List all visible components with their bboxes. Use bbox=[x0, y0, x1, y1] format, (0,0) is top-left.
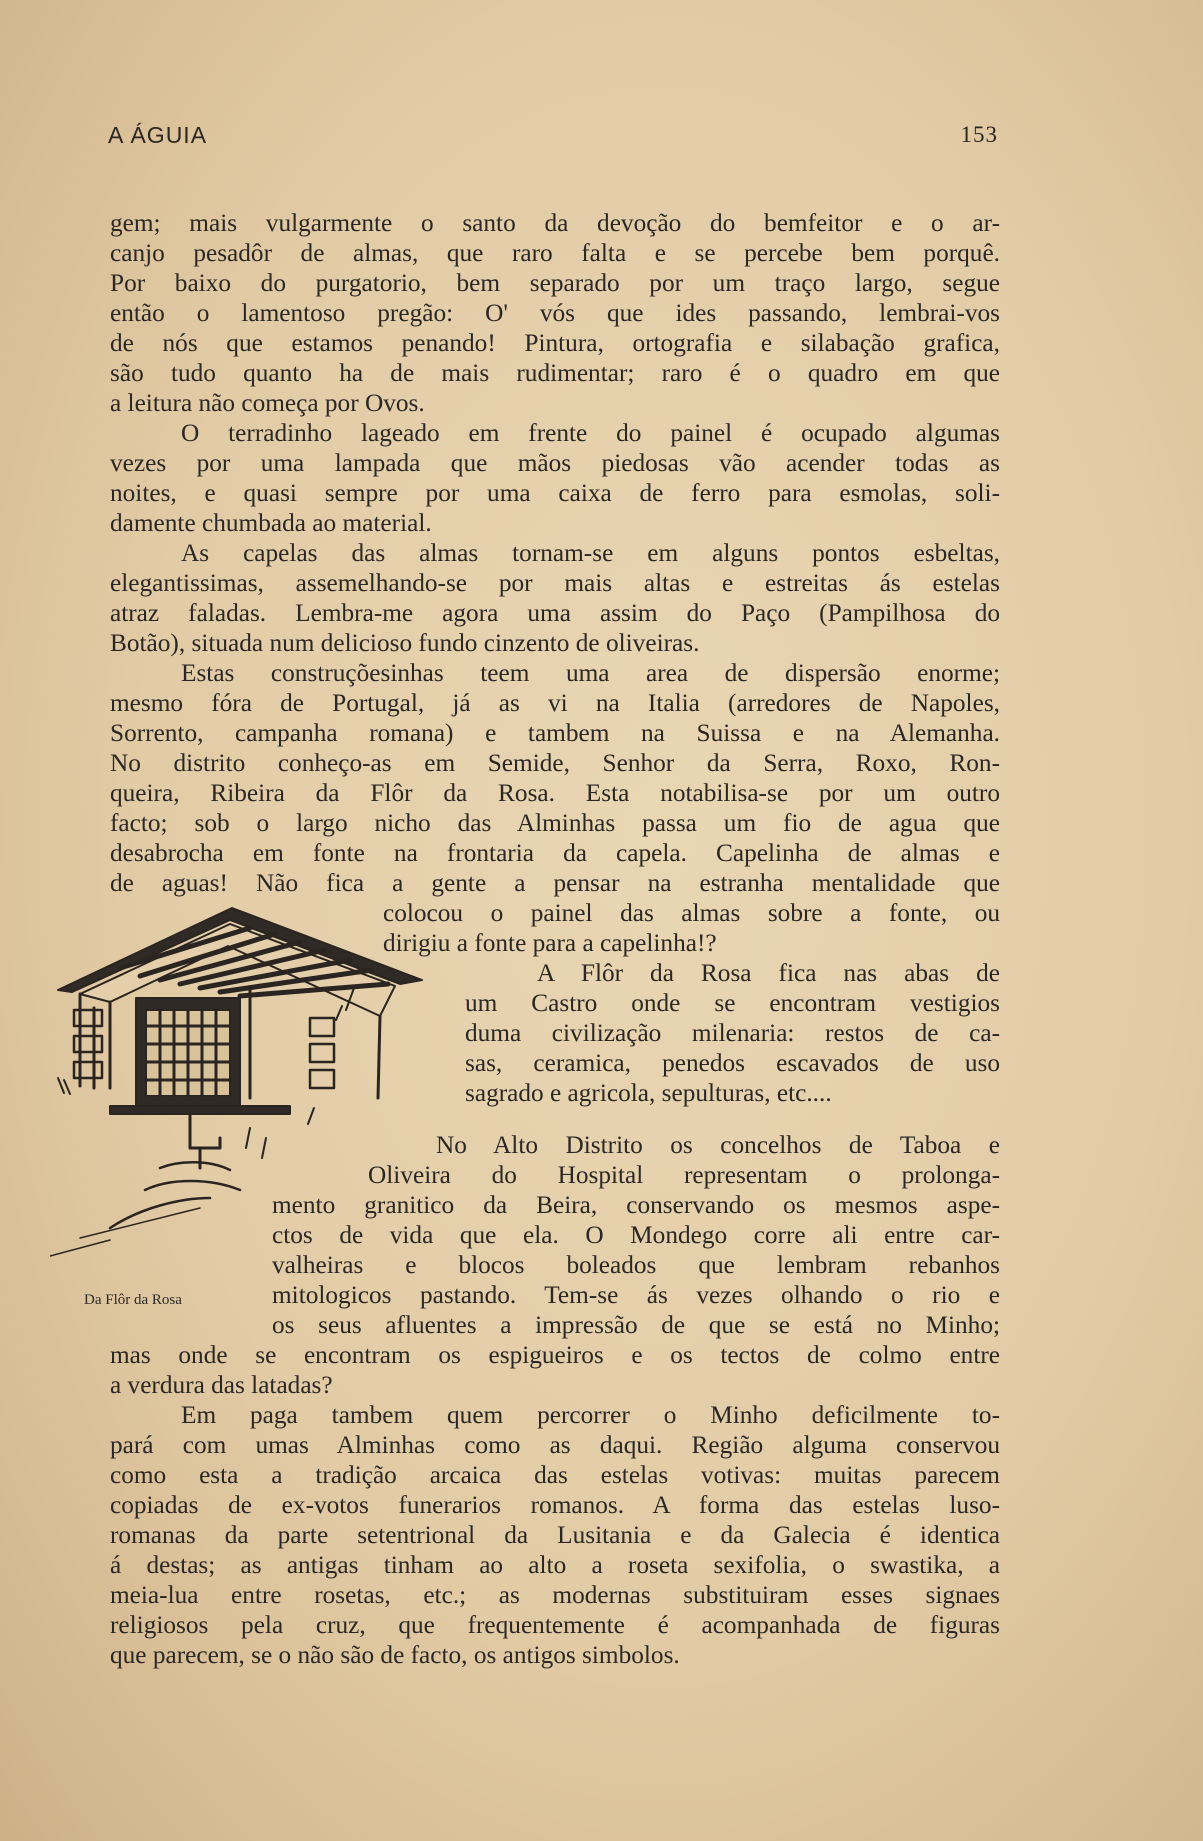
text-line: No distrito conheço-as em Semide, Senhor da Serra, Roxo, Ron- bbox=[110, 749, 1000, 777]
text-line: duma civilização milenaria: restos de ca- bbox=[465, 1019, 1000, 1047]
text-line: romanas da parte setentrional da Lusitania e da Galecia é identica bbox=[110, 1521, 1000, 1549]
text-line: atraz faladas. Lembra-me agora uma assim do Paço (Pampilhosa do bbox=[110, 599, 1000, 627]
text-line: á destas; as antigas tinham ao alto a roseta sexifolia, o swastika, a bbox=[110, 1551, 1000, 1579]
text-line: um Castro onde se encontram vestigios bbox=[465, 989, 1000, 1017]
text-line: colocou o painel das almas sobre a fonte, ou bbox=[383, 899, 1000, 927]
text-line: então o lamentoso pregão: O' vós que ides passando, lembrai-vos bbox=[110, 299, 1000, 327]
text-line: As capelas das almas tornam-se em alguns pontos esbeltas, bbox=[181, 539, 1000, 567]
page-number: 153 bbox=[960, 122, 998, 147]
text-line: de nós que estamos penando! Pintura, ortografia e silabação grafica, bbox=[110, 329, 1000, 357]
text-line: de aguas! Não fica a gente a pensar na estranha mentalidade que bbox=[110, 869, 1000, 897]
text-line: queira, Ribeira da Flôr da Rosa. Esta notabilisa-se por um outro bbox=[110, 779, 1000, 807]
text-line: dirigiu a fonte para a capelinha!? bbox=[383, 929, 717, 957]
text-line: como esta a tradição arcaica das estelas votivas: muitas parecem bbox=[110, 1461, 1000, 1489]
text-line: são tudo quanto ha de mais rudimentar; raro é o quadro em que bbox=[110, 359, 1000, 387]
chapel-illustration bbox=[50, 898, 450, 1278]
text-line: Em paga tambem quem percorrer o Minho deficilmente to- bbox=[181, 1401, 1000, 1429]
text-line: Oliveira do Hospital representam o prolonga- bbox=[368, 1161, 1000, 1189]
text-line: O terradinho lageado em frente do painel é ocupado algumas bbox=[181, 419, 1000, 447]
figure-caption: Da Flôr da Rosa bbox=[84, 1292, 182, 1308]
text-line: mesmo fóra de Portugal, já as vi na Italia (arredores de Napoles, bbox=[110, 689, 1000, 717]
text-line: Por baixo do purgatorio, bem separado por um traço largo, segue bbox=[110, 269, 1000, 297]
text-line: mento granitico da Beira, conservando os mesmos aspe- bbox=[272, 1191, 1000, 1219]
text-line: a leitura não começa por Ovos. bbox=[110, 389, 425, 417]
text-line: vezes por uma lampada que mãos piedosas vão acender todas as bbox=[110, 449, 1000, 477]
text-line: a verdura das latadas? bbox=[110, 1371, 333, 1399]
text-line: desabrocha em fonte na frontaria da capela. Capelinha de almas e bbox=[110, 839, 1000, 867]
text-line: damente chumbada ao material. bbox=[110, 509, 432, 537]
text-line: que parecem, se o não são de facto, os antigos simbolos. bbox=[110, 1641, 680, 1669]
text-line: A Flôr da Rosa fica nas abas de bbox=[537, 959, 1000, 987]
text-line: canjo pesadôr de almas, que raro falta e se percebe bem porquê. bbox=[110, 239, 1000, 267]
text-line: religiosos pela cruz, que frequentemente é acompanhada de figuras bbox=[110, 1611, 1000, 1639]
journal-title: A ÁGUIA bbox=[108, 122, 208, 148]
text-line: gem; mais vulgarmente o santo da devoção do bemfeitor e o ar- bbox=[110, 209, 1000, 237]
text-line: meia-lua entre rosetas, etc.; as modernas substituiram esses signaes bbox=[110, 1581, 1000, 1609]
text-line: noites, e quasi sempre por uma caixa de ferro para esmolas, soli- bbox=[110, 479, 1000, 507]
text-line: os seus afluentes a impressão de que se está no Minho; bbox=[272, 1311, 1000, 1339]
text-line: Botão), situada num delicioso fundo cinzento de oliveiras. bbox=[110, 629, 700, 657]
text-line: valheiras e blocos boleados que lembram rebanhos bbox=[272, 1251, 1000, 1279]
text-line: sas, ceramica, penedos escavados de uso bbox=[465, 1049, 1000, 1077]
text-line: copiadas de ex-votos funerarios romanos. A forma das estelas luso- bbox=[110, 1491, 1000, 1519]
text-line: facto; sob o largo nicho das Alminhas passa um fio de agua que bbox=[110, 809, 1000, 837]
text-line: sagrado e agricola, sepulturas, etc.... bbox=[465, 1079, 832, 1107]
text-line: ctos de vida que ela. O Mondego corre ali entre car- bbox=[272, 1221, 1000, 1249]
text-line: Sorrento, campanha romana) e tambem na Suissa e na Alemanha. bbox=[110, 719, 1000, 747]
text-line: pará com umas Alminhas como as daqui. Região alguma conservou bbox=[110, 1431, 1000, 1459]
text-line: mitologicos pastando. Tem-se ás vezes olhando o rio e bbox=[272, 1281, 1000, 1309]
text-line: elegantissimas, assemelhando-se por mais altas e estreitas ás estelas bbox=[110, 569, 1000, 597]
text-line: Estas construçõesinhas teem uma area de dispersão enorme; bbox=[181, 659, 1000, 687]
text-line: mas onde se encontram os espigueiros e os tectos de colmo entre bbox=[110, 1341, 1000, 1369]
text-line: No Alto Distrito os concelhos de Taboa e bbox=[436, 1131, 1000, 1159]
